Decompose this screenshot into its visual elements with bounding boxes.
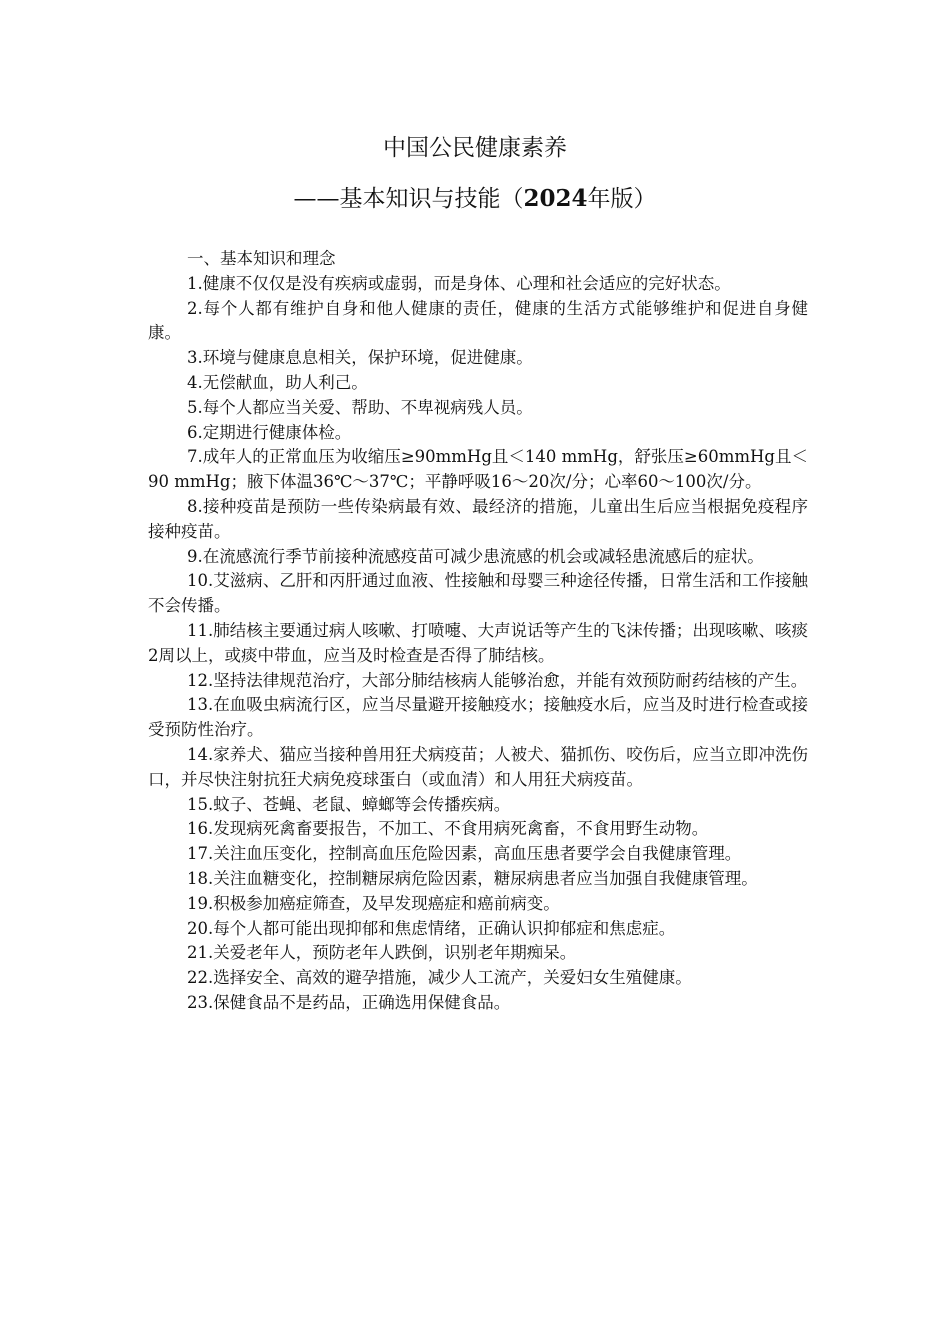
list-item: 22.选择安全、高效的避孕措施，减少人工流产，关爱妇女生殖健康。 (187, 968, 692, 988)
document-subtitle (0, 184, 950, 214)
list-item: 21.关爱老年人，预防老年人跌倒，识别老年期痴呆。 (187, 943, 577, 963)
subtitle-suffix: 年版） (587, 186, 657, 212)
list-item: 13.在血吸虫病流行区，应当尽量避开接触疫水；接触疫水后，应当及时进行检查或接受预防性治疗。 (148, 695, 808, 740)
list-item: 2.每个人都有维护自身和他人健康的责任，健康的生活方式能够维护和促进自身健康。 (148, 298, 808, 343)
list-item: 23.保健食品不是药品，正确选用保健食品。 (187, 992, 511, 1012)
subtitle-prefix: ——基本知识与技能（ (293, 186, 524, 212)
list-item: 11.肺结核主要通过病人咳嗽、打喷嚏、大声说话等产生的飞沫传播；出现咳嗽、咳痰2周以上，或痰中带血，应当及时检查是否得了肺结核。 (148, 620, 808, 665)
list-item: 20.每个人都可能出现抑郁和焦虑情绪，正确认识抑郁症和焦虑症。 (187, 918, 676, 938)
list-item: 1.健康不仅仅是没有疾病或虚弱，而是身体、心理和社会适应的完好状态。 (187, 273, 731, 293)
list-item: 18.关注血糖变化，控制糖尿病危险因素，糖尿病患者应当加强自我健康管理。 (187, 868, 758, 888)
list-item: 14.家养犬、猫应当接种兽用狂犬病疫苗；人被犬、猫抓伤、咬伤后，应当立即冲洗伤口，并尽快注射抗狂犬病免疫球蛋白（或血清）和人用狂犬病疫苗。 (148, 744, 808, 789)
list-item: 17.关注血压变化，控制高血压危险因素，高血压患者要学会自我健康管理。 (187, 844, 742, 864)
section-heading: 一、基本知识和理念 (187, 249, 336, 268)
list-item: 15.蚊子、苍蝇、老鼠、蟑螂等会传播疾病。 (187, 794, 511, 814)
list-item: 3.环境与健康息息相关，保护环境，促进健康。 (187, 348, 533, 368)
subtitle-year: 2024 (523, 185, 588, 212)
list-item: 19.积极参加癌症筛查，及早发现癌症和癌前病变。 (187, 893, 560, 913)
list-item: 4.无偿献血，助人利己。 (187, 372, 368, 392)
list-item: 7.成年人的正常血压为收缩压≥90mmHg且＜140 mmHg，舒张压≥60mmHg且＜90 mmHg；腋下体温36℃～37℃；平静呼吸16～20次/分；心率60～100次/分。 (148, 447, 808, 492)
document-body (148, 247, 808, 1016)
list-item: 5.每个人都应当关爱、帮助、不卑视病残人员。 (187, 397, 533, 417)
list-item: 6.定期进行健康体检。 (187, 422, 352, 442)
list-item: 9.在流感流行季节前接种流感疫苗可减少患流感的机会或减轻患流感后的症状。 (187, 546, 764, 566)
list-item: 16.发现病死禽畜要报告，不加工、不食用病死禽畜，不食用野生动物。 (187, 819, 709, 839)
list-item: 8.接种疫苗是预防一些传染病最有效、最经济的措施，儿童出生后应当根据免疫程序接种疫苗。 (148, 496, 808, 541)
list-item: 10.艾滋病、乙肝和丙肝通过血液、性接触和母婴三种途径传播，日常生活和工作接触不会传播。 (148, 571, 808, 616)
document-title: 中国公民健康素养 (383, 135, 567, 161)
list-item: 12.坚持法律规范治疗，大部分肺结核病人能够治愈，并能有效预防耐药结核的产生。 (187, 670, 808, 690)
